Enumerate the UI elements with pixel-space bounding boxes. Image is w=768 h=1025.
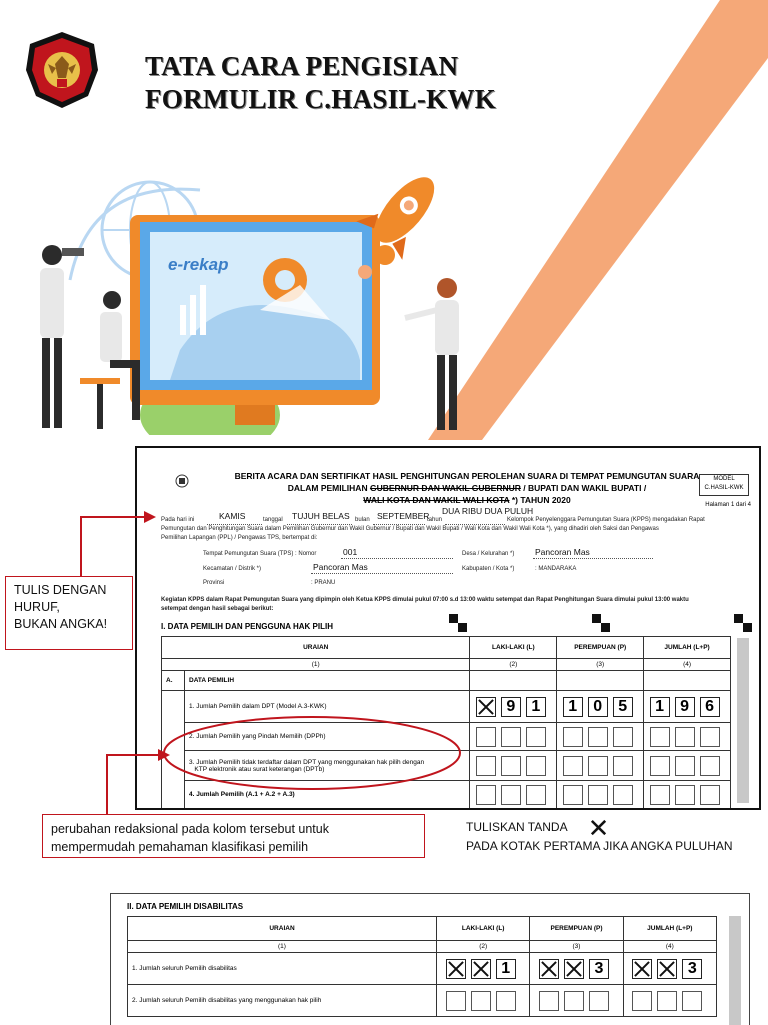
page-indicator: Halaman 1 dari 4: [705, 502, 751, 508]
intro-line2: Pemungutan dan Penghitungan Suara dalam Pemilihan Gubernur dan Wakil Gubernur / Bupati dan Wakil Bupati / Wali Kota dan Wakil Wali Kota *), yang dihadiri oleh Saksi dan Pengawas: [161, 526, 659, 532]
row-disabilitas-hak-pilih: 2. Jumlah seluruh Pemilih disabilitas yang menggunakan hak pilih: [128, 985, 437, 1017]
form-disabilitas-excerpt: [110, 893, 750, 1025]
col-uraian: URAIAN: [162, 637, 470, 659]
j-digit-boxes: 1 9 6: [644, 691, 731, 723]
col-l: LAKI-LAKI (L): [470, 637, 557, 659]
form-header: BERITA ACARA DAN SERTIFIKAT HASIL PENGHITUNGAN PEROLEHAN SUARA DI TEMPAT PEMUNGUTAN SUARA DALAM PEMILIHAN GUBERNUR DAN WAKIL GUBERNUR / BUPATI DAN WAKIL BUPATI / WALI KOTA DAN WAKIL WALI KOTA *) TAHUN 2020: [234, 471, 700, 505]
tps-value: 001: [343, 547, 358, 557]
intro-d: tahun: [427, 517, 443, 523]
e-rekap-illustration: [0, 160, 470, 435]
section-title: I. DATA PEMILIH DAN PENGGUNA HAK PILIH: [161, 622, 333, 631]
intro-line3: Pemilihan Lapangan (PPL) / Pengawas TPS, bertempat di:: [161, 535, 318, 541]
month-value: SEPTEMBER: [377, 511, 430, 521]
registration-mark: [592, 614, 610, 632]
day-value: KAMIS: [219, 511, 246, 521]
year-value: DUA RIBU DUA PULUH: [442, 506, 534, 516]
desa-value: Pancoran Mas: [535, 547, 590, 557]
intro-b: tanggal: [263, 517, 283, 523]
kegiatan-line1: Kegiatan KPPS dalam Rapat Pemungutan Suara yang dipimpin oleh Ketua KPPS dimulai pukul 07:00 s.d 13:00 waktu setempat dan Rapat Penghitungan Suara dimulai pukul 13:00 waktu: [161, 597, 689, 603]
x-mark-icon: ✕: [587, 812, 610, 843]
highlight-ellipse: [160, 712, 465, 794]
crossed-box[interactable]: [476, 697, 496, 717]
callout-tulis-huruf: TULIS DENGAN HURUF, BUKAN ANGKA!: [5, 576, 133, 650]
registration-mark: [449, 614, 467, 632]
callout-perubahan-redaksional: perubahan redaksional pada kolom tersebut untuk mempermudah pemahaman klasifikasi pemilih: [42, 814, 425, 858]
row-dpt: 1. Jumlah Pemilih dalam DPT (Model A.3-KWK): [185, 691, 470, 723]
screen-label: e-rekap: [168, 255, 229, 274]
model-box: MODEL C.HASIL-KWK: [699, 474, 749, 496]
registration-mark: [734, 614, 752, 632]
note-tanda-x: TULISKAN TANDA ✕ PADA KOTAK PERTAMA JIKA ANGKA PULUHAN: [466, 812, 733, 853]
section-a-title: DATA PEMILIH: [185, 671, 470, 691]
date-value: TUJUH BELAS: [292, 511, 350, 521]
section-ii-title: II. DATA PEMILIH DISABILITAS: [127, 902, 244, 911]
p-digit-boxes: 1 0 5: [557, 691, 644, 723]
intro-e: Kelompok Penyelenggara Pemungutan Suara (KPPS) mengadakan Rapat: [507, 517, 705, 523]
prov-value: : PRANU: [311, 580, 336, 586]
l-digit-boxes: 9 1: [470, 691, 557, 723]
intro-a: Pada hari ini: [161, 517, 195, 523]
intro-c: bulan: [355, 517, 370, 523]
voter-data-table: URAIAN LAKI-LAKI (L) PEREMPUAN (P) JUMLAH (L+P) (1) (2) (3) (4) A. DATA PEMILIH 1. Jumlah Pemilih dalam DPT (Model A.3-KWK) 9 1 1 0 5 1 9 6 2. Jumlah Pemilih yang Pindah Memilih (DPPh) 3. Jumlah Pemilih tidak terdaftar dalam DPT yang menggunakan hak pilih dengan KTP elektronik atau surat keterangan (DPTb) 4. Jumlah Pemilih (A.1 + A.2 + A.3): [161, 636, 731, 809]
scrollbar[interactable]: [737, 638, 749, 803]
scrollbar[interactable]: [729, 916, 741, 1025]
arrow-head: [144, 511, 156, 523]
kec-label: Kecamatan / Distrik *): [203, 566, 262, 572]
col-j: JUMLAH (L+P): [644, 637, 731, 659]
kab-label: Kabupaten / Kota *): [462, 566, 515, 572]
row-dpph: 2. Jumlah Pemilih yang Pindah Memilih (DPPh): [185, 723, 470, 751]
page-title: TATA CARA PENGISIAN FORMULIR C.HASIL-KWK: [145, 51, 497, 114]
prov-label: Provinsi: [203, 580, 225, 586]
kec-value: Pancoran Mas: [313, 562, 368, 572]
desa-label: Desa / Kelurahan *): [462, 551, 515, 557]
row-dptb: 3. Jumlah Pemilih tidak terdaftar dalam DPT yang menggunakan hak pilih dengan KTP elektronik atau surat keterangan (DPTb): [185, 751, 470, 781]
kab-value: : MANDARAKA: [535, 566, 577, 572]
tps-label: Tempat Pemungutan Suara (TPS) : Nomor: [203, 551, 317, 557]
arrow-head: [158, 749, 170, 761]
disability-table: URAIAN LAKI-LAKI (L) PEREMPUAN (P) JUMLAH (L+P) (1) (2) (3) (4) 1. Jumlah seluruh Pemilih disabilitas 1 3 3 2. Jumlah seluruh Pemilih disabilitas yang menggunakan hak pilih: [127, 916, 717, 1017]
col-p: PEREMPUAN (P): [557, 637, 644, 659]
row-total: 4. Jumlah Pemilih (A.1 + A.2 + A.3): [185, 781, 470, 809]
garuda-emblem-icon: [175, 474, 189, 488]
row-disabilitas: 1. Jumlah seluruh Pemilih disabilitas: [128, 953, 437, 985]
kpu-logo: [22, 30, 102, 110]
kegiatan-line2: setempat dengan hasil sebagai berikut:: [161, 606, 274, 612]
